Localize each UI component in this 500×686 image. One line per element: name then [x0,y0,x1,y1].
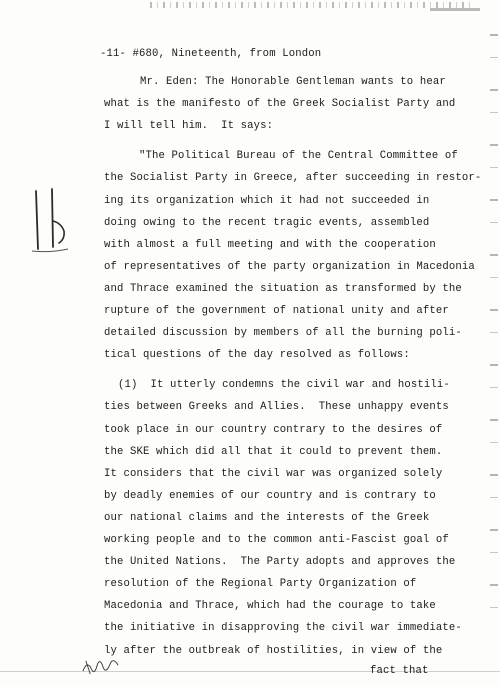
text-line: and Thrace examined the situation as transformed by the [104,283,462,295]
text-line: took place in our country contrary to the desires of [104,424,443,436]
text-line: Macedonia and Thrace, which had the courage to take [104,600,436,612]
text-line: the SKE which did all that it could to prevent them. [104,446,443,458]
text-line: ly after the outbreak of hostilities, in view of the [104,645,443,657]
catchword: fact that [370,665,429,677]
handwritten-margin-mark [30,185,70,260]
text-line: resolution of the Regional Party Organization of [104,578,417,590]
text-line: ties between Greeks and Allies. These unhappy events [104,401,449,413]
text-line: tical questions of the day resolved as follows: [104,349,410,361]
text-line: what is the manifesto of the Greek Socialist Party and [104,98,456,110]
text-line: with almost a full meeting and with the cooperation [104,239,436,251]
text-line: doing owing to the recent tragic events, assembled [104,217,430,229]
text-line: our national claims and the interests of the Greek [104,512,430,524]
scan-edge-specks [490,20,498,620]
text-line: I will tell him. It says: [104,120,274,132]
text-line: ing its organization which it had not succeeded in [104,195,430,207]
handwritten-bottom-scribble [72,655,132,677]
text-line: of representatives of the party organization in Macedonia [104,261,475,273]
text-line: the initiative in disapproving the civil war immediate- [104,622,462,634]
text-line: by deadly enemies of our country and is contrary to [104,490,436,502]
text-line: detailed discussion by members of all the burning poli- [104,327,462,339]
text-line: the United Nations. The Party adopts and approves the [104,556,456,568]
text-line: working people and to the common anti-Fascist goal of [104,534,449,546]
text-line: rupture of the government of national unity and after [104,305,449,317]
text-line: (1) It utterly condemns the civil war and hostili- [118,379,450,391]
scan-noise [150,2,470,8]
page-header: -11- #680, Nineteenth, from London [100,48,322,60]
text-line: the Socialist Party in Greece, after succeeding in restor- [104,172,482,184]
scan-noise [430,8,480,11]
text-line: It considers that the civil war was organized solely [104,468,443,480]
text-line: "The Political Bureau of the Central Committee of [139,150,458,162]
text-line: Mr. Eden: The Honorable Gentleman wants to hear [140,76,446,88]
